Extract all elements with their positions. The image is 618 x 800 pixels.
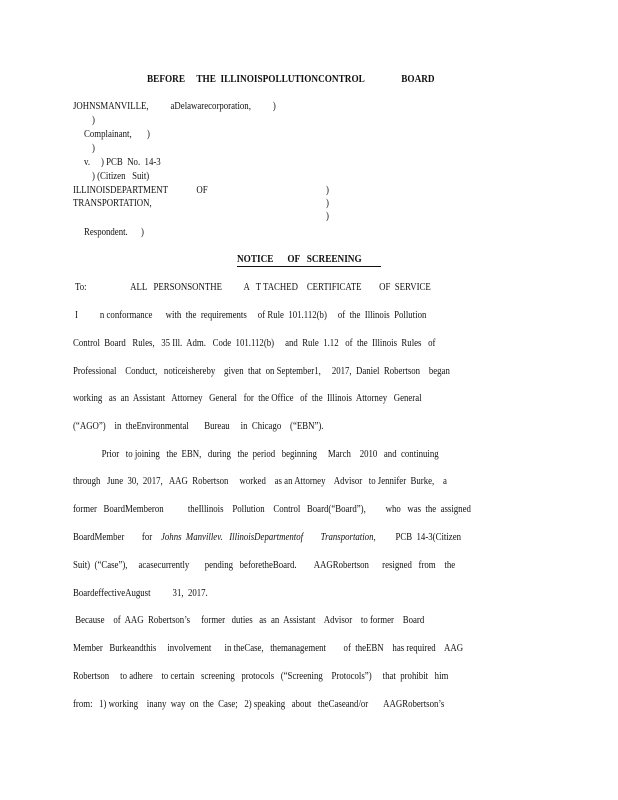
notice-title-underline xyxy=(237,266,381,267)
caption-paren: ) xyxy=(326,211,329,222)
caption-respondent-label: Respondent. ) xyxy=(84,227,144,238)
body-line: Professional Conduct, noticeishereby given that on September1, 2017, Daniel Robertson began xyxy=(73,366,450,377)
body-line: former BoardMemberon theIllinois Pollution Control Board(“Board”), who was the assigned xyxy=(73,504,471,515)
body-line: Control Board Rules, 35 Ill. Adm. Code 101.112(b) and Rule 1.12 of the Illinois Rules of xyxy=(73,338,436,349)
caption-paren: ) xyxy=(92,115,95,126)
board-heading: BEFORE THE ILLINOISPOLLUTIONCONTROL BOARD xyxy=(147,74,435,85)
body-line: Robertson to adhere to certain screening protocols (“Screening Protocols”) that prohibit him xyxy=(73,671,449,682)
body-line: Because of AAG Robertson’s former duties as an Assistant Advisor to former Board xyxy=(73,615,425,626)
body-line: Member Burkeandthis involvement in theCase, themanagement of theEBN has required AAG xyxy=(73,643,464,654)
body-line: BoardeffectiveAugust 31, 2017. xyxy=(73,588,208,599)
caption-respondent-name-1: ILLINOISDEPARTMENT OF xyxy=(73,185,208,196)
body-line: through June 30, 2017, AAG Robertson worked as an Attorney Advisor to Jennifer Burke, a xyxy=(73,476,447,487)
caption-complainant-label: Complainant, ) xyxy=(84,129,150,140)
body-line: from: 1) working inany way on the Case; 2) speaking about theCaseand/or AAGRobertson’s xyxy=(73,699,445,710)
body-line: I n conformance with the requirements of Rule 101.112(b) of the Illinois Pollution xyxy=(75,310,427,321)
body-line: (“AGO”) in theEnvironmental Bureau in Chicago (“EBN”). xyxy=(73,421,324,432)
caption-complainant-name: JOHNSMANVILLE, aDelawarecorporation, ) xyxy=(73,101,276,112)
caption-versus-case-number: v. ) PCB No. 14-3 xyxy=(84,157,161,168)
caption-paren: ) xyxy=(326,198,329,209)
caption-paren: ) xyxy=(326,185,329,196)
notice-title: NOTICE OF SCREENING xyxy=(237,254,362,265)
body-line: Prior to joining the EBN, during the period beginning March 2010 and continuing xyxy=(73,449,439,460)
body-line: Suit) (“Case”), acasecurrently pending beforetheBoard. AAGRobertson resigned from the xyxy=(73,560,456,571)
caption-paren: ) xyxy=(92,143,95,154)
caption-citizen-suit: ) (Citizen Suit) xyxy=(92,171,150,182)
caption-respondent-name-2: TRANSPORTATION, xyxy=(73,198,152,209)
body-line: working as an Assistant Attorney General for the Office of the Illinois Attorney General xyxy=(73,393,422,404)
addressee-line: To: ALL PERSONSONTHE A T TACHED CERTIFICATE OF SERVICE xyxy=(75,282,431,293)
body-line: BoardMember for Johns Manvillev. IllinoisDepartmentof Transportation, PCB 14-3(Citizen xyxy=(73,532,462,543)
